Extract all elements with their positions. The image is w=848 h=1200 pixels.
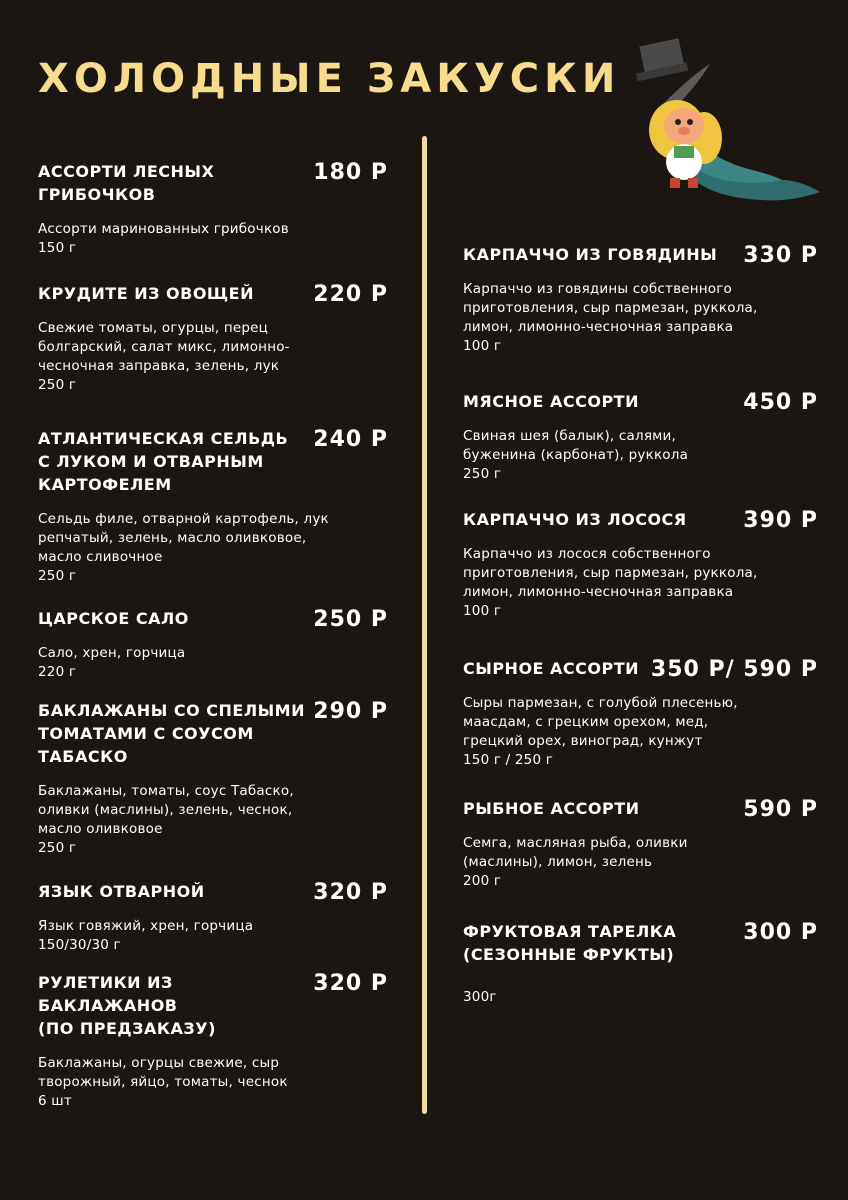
menu-item-name: МЯСНОЕ АССОРТИ [463, 392, 639, 411]
menu-item-weight: 250 г [463, 466, 502, 482]
menu-item-description: Баклажаны, огурцы свежие, сыр творожный, яйцо, томаты, чеснок [38, 1055, 288, 1090]
menu-item-name: РУЛЕТИКИ ИЗ БАКЛАЖАНОВ (ПО ПРЕДЗАКАЗУ) [38, 973, 216, 1038]
menu-item-price: 350 Р/ 590 Р [650, 657, 818, 682]
menu-item-description: Свиная шея (балык), салями, буженина (карбонат), руккола [463, 428, 689, 463]
menu-item-description: Семга, масляная рыба, оливки (маслины), лимон, зелень [463, 835, 688, 870]
menu-item [38, 427, 388, 586]
menu-item-price: 390 Р [743, 508, 818, 533]
menu-item-price: 450 Р [743, 390, 818, 415]
menu-item-name: ЦАРСКОЕ САЛО [38, 609, 189, 628]
menu-item-name: РЫБНОЕ АССОРТИ [463, 799, 640, 818]
menu-item [463, 920, 818, 1007]
menu-item-description: Язык говяжий, хрен, горчица [38, 918, 254, 934]
menu-item-description: Сало, хрен, горчица [38, 645, 186, 661]
menu-item [38, 160, 388, 258]
menu-item-price: 240 Р [313, 427, 388, 452]
menu-item-weight: 250 г [38, 840, 77, 856]
menu-item-price: 290 Р [313, 699, 388, 724]
menu-item-weight: 300г [463, 989, 497, 1005]
menu-item-price: 220 Р [313, 282, 388, 307]
menu-item-weight: 150 г [38, 240, 77, 256]
page-title: ХОЛОДНЫЕ ЗАКУСКИ [38, 56, 621, 102]
menu-item-weight: 250 г [38, 568, 77, 584]
menu-item-weight: 200 г [463, 873, 502, 889]
menu-item-weight: 6 шт [38, 1093, 72, 1109]
menu-item-name: ФРУКТОВАЯ ТАРЕЛКА (СЕЗОННЫЕ ФРУКТЫ) [463, 922, 677, 964]
menu-item-description: Сыры пармезан, с голубой плесенью, маасдам, с грецким орехом, мед, грецкий орех, виноград, кунжут [463, 695, 738, 749]
menu-item-name: АССОРТИ ЛЕСНЫХ ГРИБОЧКОВ [38, 162, 215, 204]
menu-item-weight: 220 г [38, 664, 77, 680]
menu-item-name: СЫРНОЕ АССОРТИ [463, 659, 640, 678]
menu-item-price: 180 Р [313, 160, 388, 185]
menu-item-name: КАРПАЧЧО ИЗ ГОВЯДИНЫ [463, 245, 718, 264]
menu-item-description: Сельдь филе, отварной картофель, лук репчатый, зелень, масло оливковое, масло сливочное [38, 511, 329, 565]
menu-item [38, 282, 388, 395]
menu-item-price: 320 Р [313, 971, 388, 996]
menu-item [38, 971, 388, 1111]
menu-item-description: Карпаччо из говядины собственного приготовления, сыр пармезан, руккола, лимон, лимонно-чесночная заправка [463, 281, 758, 335]
menu-item [463, 390, 818, 484]
menu-item-weight: 150 г / 250 г [463, 752, 554, 768]
menu-item [463, 657, 818, 770]
menu-item-weight: 250 г [38, 377, 77, 393]
menu-item [38, 699, 388, 858]
menu-item-description: Карпаччо из лосося собственного приготовления, сыр пармезан, руккола, лимон, лимонно-чесночная заправка [463, 546, 758, 600]
menu-item-weight: 100 г [463, 338, 502, 354]
menu-item-description: Свежие томаты, огурцы, перец болгарский, салат микс, лимонно- чесночная заправка, зелень, лук [38, 320, 290, 374]
menu-item-weight: 100 г [463, 603, 502, 619]
menu-item-price: 590 Р [743, 797, 818, 822]
menu-item-weight: 150/30/30 г [38, 937, 121, 953]
menu-item-price: 330 Р [743, 243, 818, 268]
menu-item [38, 607, 388, 682]
menu-item-description: Ассорти маринованных грибочков [38, 221, 289, 237]
menu-item-price: 320 Р [313, 880, 388, 905]
menu-item-name: КАРПАЧЧО ИЗ ЛОСОСЯ [463, 510, 687, 529]
column-divider [422, 136, 427, 1114]
menu-item-name: ЯЗЫК ОТВАРНОЙ [38, 882, 205, 901]
menu-item [463, 243, 818, 356]
menu-item [463, 508, 818, 621]
menu-item-name: АТЛАНТИЧЕСКАЯ СЕЛЬДЬ С ЛУКОМ И ОТВАРНЫМ КАРТОФЕЛЕМ [38, 429, 289, 494]
menu-item [38, 880, 388, 955]
menu-item [463, 797, 818, 891]
menu-item-name: КРУДИТЕ ИЗ ОВОЩЕЙ [38, 284, 254, 303]
menu-item-description: Баклажаны, томаты, соус Табаско, оливки (маслины), зелень, чеснок, масло оливковое [38, 783, 294, 837]
menu-item-name: БАКЛАЖАНЫ СО СПЕЛЫМИ ТОМАТАМИ С СОУСОМ ТАБАСКО [38, 701, 305, 766]
menu-item-price: 300 Р [743, 920, 818, 945]
cartoon-character-with-top-hat-icon [622, 30, 827, 205]
menu-item-price: 250 Р [313, 607, 388, 632]
